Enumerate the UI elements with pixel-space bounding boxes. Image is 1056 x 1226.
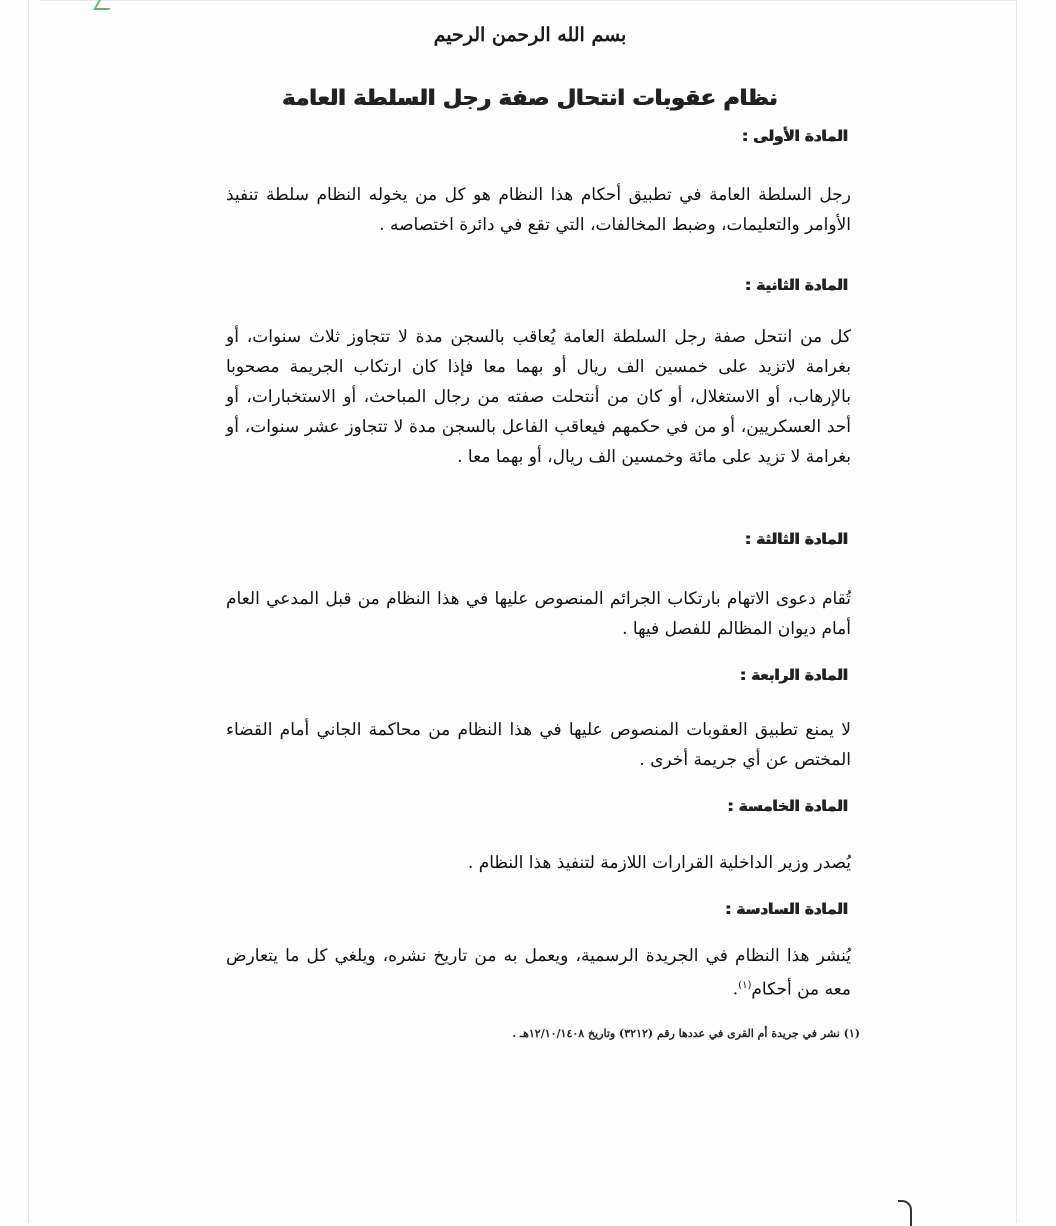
article-3-heading: المادة الثالثة : <box>745 530 848 548</box>
article-3-text: تُقام دعوى الاتهام بارتكاب الجرائم المنصوص عليها في هذا النظام من قبل المدعي العام أمام ديوان المظالم للفصل فيها . <box>226 589 851 639</box>
article-1-text: رجل السلطة العامة في تطبيق أحكام هذا النظام هو كل من يخوله النظام سلطة تنفيذ الأوامر والتعليمات، وضبط المخالفات، التي تقع في دائرة اختصاصه . <box>226 185 851 235</box>
article-6-end: . <box>732 979 739 1000</box>
article-2-text: كل من انتحل صفة رجل السلطة العامة يُعاقب بالسجن مدة لا تتجاوز ثلاث سنوات، أو بغرامة لاتزيد على خمسين الف ريال أو بهما معا فإذا كان ارتكاب الجريمة مصحوبا بالإرهاب، أو الاستغلال، أو كان من أنتحلت صفته من رجال المباحث، أو الاستخبارات، أو أحد العسكريين، أو من في حكمهم فيعاقب الفاعل بالسجن مدة لا تتجاوز عشر سنوات، أو بغرامة لا تزيد على مائة وخمسين الف ريال، أو بهما معا . <box>226 327 851 467</box>
article-4-heading: المادة الرابعة : <box>740 666 848 684</box>
footnote-reference: (١) <box>738 980 752 991</box>
corner-mark-icon <box>93 0 115 10</box>
article-5-heading: المادة الخامسة : <box>727 797 848 815</box>
article-6-text <box>226 941 851 1005</box>
article-1-heading: المادة الأولى : <box>742 127 848 145</box>
page-right-edge <box>1016 0 1017 1223</box>
page-corner-mark-icon <box>898 1200 912 1226</box>
article-6-heading: المادة السادسة : <box>725 900 848 918</box>
page-left-edge <box>28 0 29 1223</box>
document-title: نظام عقوبات انتحال صفة رجل السلطة العامة <box>282 86 778 111</box>
footnote: (١) نشر في جريدة أم القرى في عددها رقم (٣٢١٢) وتاريخ ١٢/١٠/١٤٠٨هـ . <box>512 1027 860 1040</box>
article-6-body: يُنشر هذا النظام في الجريدة الرسمية، ويعمل به من تاريخ نشره، ويلغي كل ما يتعارض معه من أحكام <box>226 946 851 1000</box>
basmala: بسم الله الرحمن الرحيم <box>433 24 627 46</box>
page-top-edge <box>40 0 1016 1</box>
article-5-text: يُصدر وزير الداخلية القرارات اللازمة لتنفيذ هذا النظام . <box>467 853 851 873</box>
article-4-text: لا يمنع تطبيق العقوبات المنصوص عليها في هذا النظام من محاكمة الجاني أمام القضاء المختص عن أي جريمة أخرى . <box>226 720 851 770</box>
article-2-heading: المادة الثانية : <box>745 276 848 294</box>
